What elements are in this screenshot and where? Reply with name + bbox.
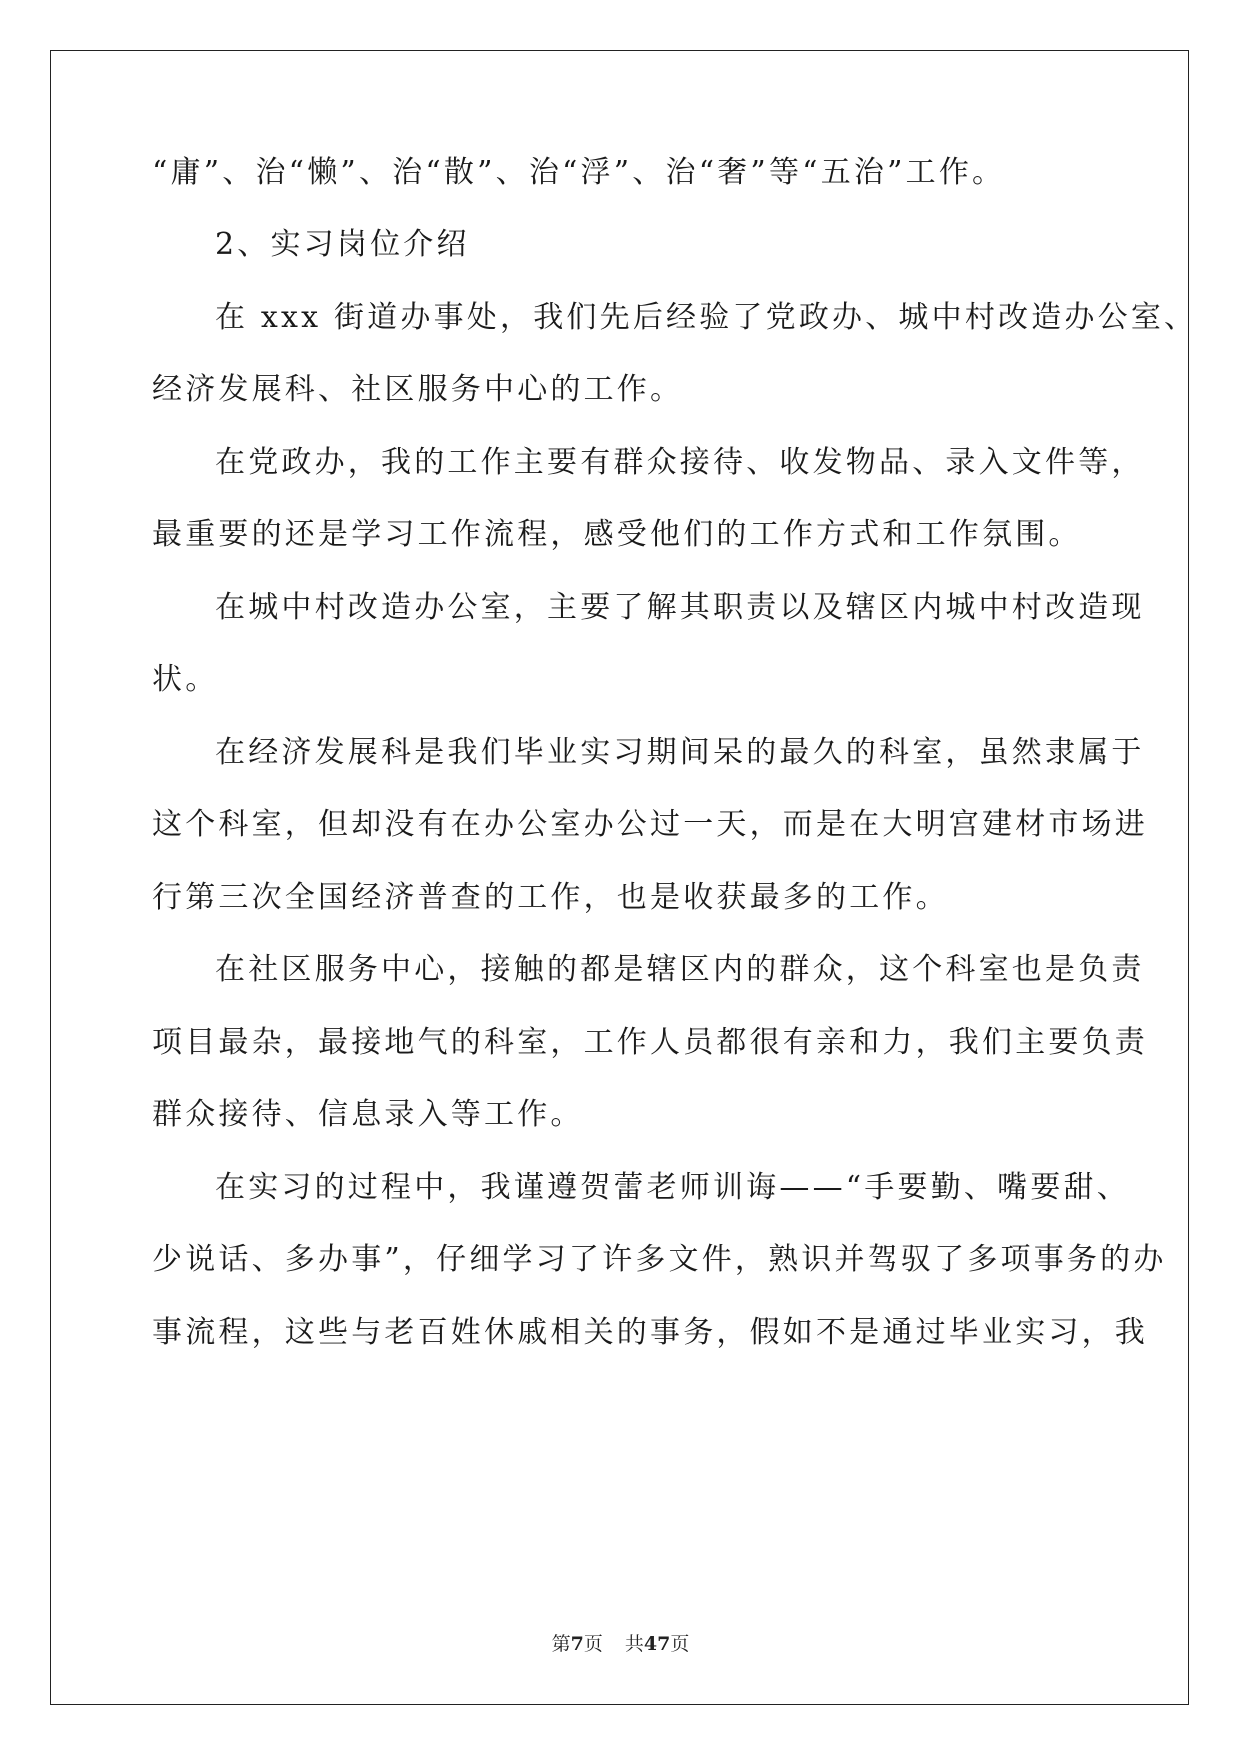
page-number-prefix: 第 xyxy=(551,1633,571,1655)
page-number-suffix: 页 xyxy=(583,1633,603,1655)
text-line: 事流程，这些与老百姓休戚相关的事务，假如不是通过毕业实习，我 xyxy=(152,1315,1148,1350)
text-line: 在 xxx 街道办事处，我们先后经验了党政办、城中村改造办公室、 xyxy=(215,300,1198,335)
text-line: 在经济发展科是我们毕业实习期间呆的最久的科室，虽然隶属于 xyxy=(215,735,1145,770)
text-line: 最重要的还是学习工作流程，感受他们的工作方式和工作氛围。 xyxy=(152,517,1082,552)
text-line: 状。 xyxy=(152,662,219,697)
section-heading: 2、实习岗位介绍 xyxy=(215,227,470,262)
text-line: 群众接待、信息录入等工作。 xyxy=(152,1097,584,1132)
text-line: 经济发展科、社区服务中心的工作。 xyxy=(152,372,684,407)
page-total-suffix: 页 xyxy=(670,1633,690,1655)
page-footer xyxy=(0,1632,1241,1656)
page-total-count: 47 xyxy=(643,1633,671,1655)
text-line: 项目最杂，最接地气的科室，工作人员都很有亲和力，我们主要负责 xyxy=(152,1025,1148,1060)
page-number-current: 7 xyxy=(570,1633,584,1655)
text-line: 这个科室，但却没有在办公室办公过一天，而是在大明宫建材市场进 xyxy=(152,807,1148,842)
text-line: 在党政办，我的工作主要有群众接待、收发物品、录入文件等， xyxy=(215,445,1145,480)
page-total-prefix: 共 xyxy=(624,1633,644,1655)
text-line: 在城中村改造办公室，主要了解其职责以及辖区内城中村改造现 xyxy=(215,590,1145,625)
text-line: 少说话、多办事”，仔细学习了许多文件，熟识并驾驭了多项事务的办 xyxy=(152,1242,1167,1277)
text-line: “庸”、治“懒”、治“散”、治“浮”、治“奢”等“五治”工作。 xyxy=(152,155,1006,190)
text-line: 在实习的过程中，我谨遵贺蕾老师训诲——“手要勤、嘴要甜、 xyxy=(215,1170,1130,1205)
text-line: 在社区服务中心，接触的都是辖区内的群众，这个科室也是负责 xyxy=(215,952,1145,987)
text-line: 行第三次全国经济普查的工作，也是收获最多的工作。 xyxy=(152,880,949,915)
